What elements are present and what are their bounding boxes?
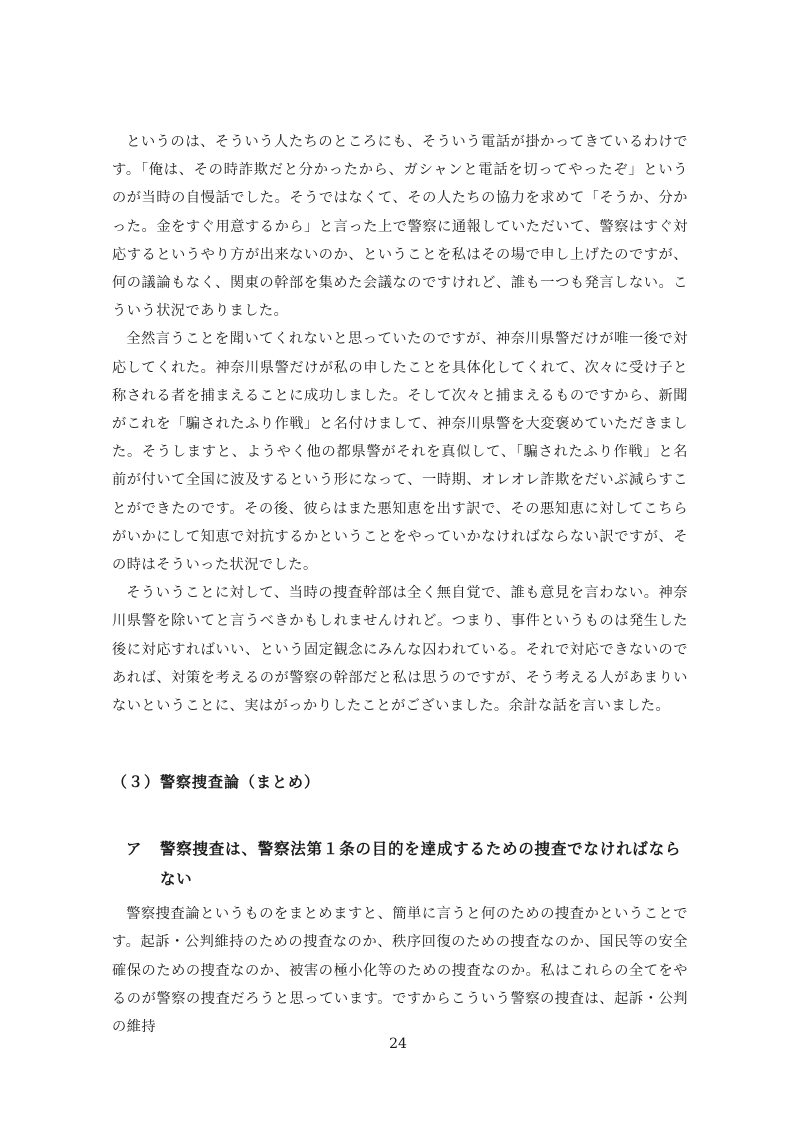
page-content [112, 128, 688, 1041]
body-paragraph-1: というのは、そういう人たちのところにも、そういう電話が掛かってきているわけです。「俺は、その時詐欺だと分かったから、ガシャンと電話を切ってやったぞ」というのが当時の自慢話でした。そうではなくて、その人たちの協力を求めて「そうか、分かった。金をすぐ用意するから」と言った上で警察に通報していただいて、警察はすぐ対応するというやり方が出来ないのか、ということを私はその場で申し上げたのですが、何の議論もなく、関東の幹部を集めた会議なのですけれど、誰も一つも発言しない。こういう状況でありました。 [112, 134, 688, 320]
section-heading: （３）警察捜査論（まとめ） [112, 773, 321, 792]
subheading-marker: ア [126, 840, 143, 859]
subheading-text: 警察捜査は、警察法第１条の目的を達成するための捜査でなければならない [160, 840, 682, 889]
closing-paragraph: 警察捜査論というものをまとめますと、簡単に言うと何のための捜査かということです。起訴・公判維持のための捜査なのか、秩序回復のための捜査なのか、国民等の安全確保のための捜査なのか、被害の極小化等のための捜査なのか。私はこれらの全てをやるのが警察の捜査だろうと思っています。ですからこういう警察の捜査は、起訴・公判の維持 [112, 906, 688, 1036]
body-paragraph-3: そういうことに対して、当時の捜査幹部は全く無自覚で、誰も意見を言わない。神奈川県警を除いてと言うべきかもしれませんけれど。つまり、事件というものは発生した後に対応すればいい、という固定観念にみんな囚われている。それで対応できないのであれば、対策を考えるのが警察の幹部だと私は思うのですが、そう考える人があまりいないということに、実はがっかりしたことがございました。余計な話を言いました。 [112, 585, 688, 715]
body-paragraph-2: 全然言うことを聞いてくれないと思っていたのですが、神奈川県警だけが唯一後で対応してくれた。神奈川県警だけが私の申したことを具体化してくれて、次々に受け子と称される者を捕まえることに成功しました。そして次々と捕まえるものですから、新聞がこれを「騙されたふり作戦」と名付けまして、神奈川県警を大変褒めていただきました。そうしますと、ようやく他の都県警がそれを真似して、「騙されたふり作戦」と名前が付いて全国に波及するという形になって、一時期、オレオレ詐欺をだいぶ減らすことができたのです。その後、彼らはまた悪知恵を出す訳で、その悪知恵に対してこちらがいかにして知恵で対抗するかということをやっていかなければならない訳ですが、その時はそういった状況でした。 [112, 331, 688, 574]
subheading [112, 834, 688, 894]
page-number: 24 [389, 1036, 407, 1052]
